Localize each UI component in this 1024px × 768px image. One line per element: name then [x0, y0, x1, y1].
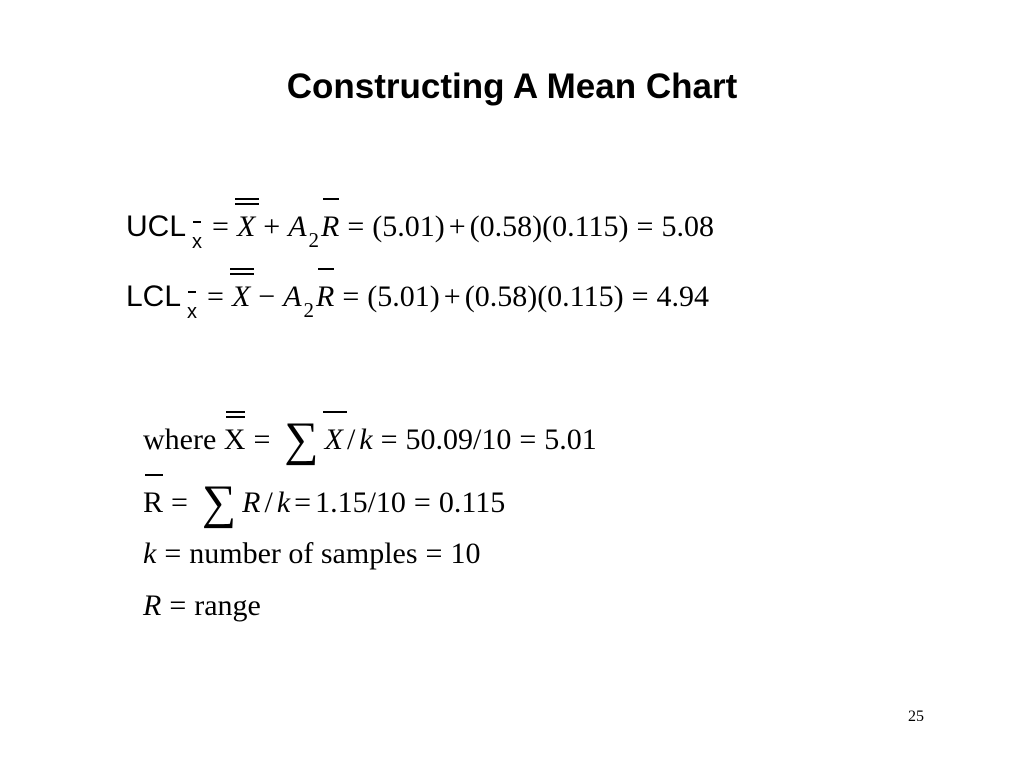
- where-word: where: [143, 423, 217, 456]
- sum-icon: ∑: [284, 413, 319, 466]
- x-double-bar: X: [232, 279, 250, 315]
- x-bar: X: [325, 422, 343, 458]
- r-definition: R = ∑ R / k = 1.15/10 = 0.115: [143, 476, 506, 529]
- lcl-result: 4.94: [656, 280, 709, 313]
- r-bar: R: [316, 279, 334, 315]
- k-definition: k = number of samples = 10: [143, 537, 481, 570]
- ucl-label: UCL: [126, 210, 187, 243]
- r-range-definition: R = range: [143, 589, 261, 622]
- lcl-label: LCL: [126, 280, 182, 313]
- lcl-subscript: x: [187, 294, 197, 330]
- x-double-bar: X: [237, 209, 255, 245]
- page-number: 25: [908, 708, 924, 725]
- ucl-formula: UCL x = X + A2 R = (5.01) + (0.58)(0.115) = 5.08: [126, 209, 714, 248]
- x-double-bar: X: [224, 422, 246, 458]
- r-bar: R: [321, 209, 339, 245]
- ucl-subscript: x: [192, 224, 202, 260]
- x-definition: where X = ∑ X / k = 50.09/10 = 5.01: [143, 413, 597, 466]
- slide-title: Constructing A Mean Chart: [286, 67, 738, 106]
- lcl-formula: LCL x = X − A2 R = (5.01) + (0.58)(0.115) = 4.94: [126, 279, 709, 318]
- ucl-result: 5.08: [661, 210, 714, 243]
- sum-icon: ∑: [201, 476, 237, 529]
- r-bar: R: [143, 485, 163, 521]
